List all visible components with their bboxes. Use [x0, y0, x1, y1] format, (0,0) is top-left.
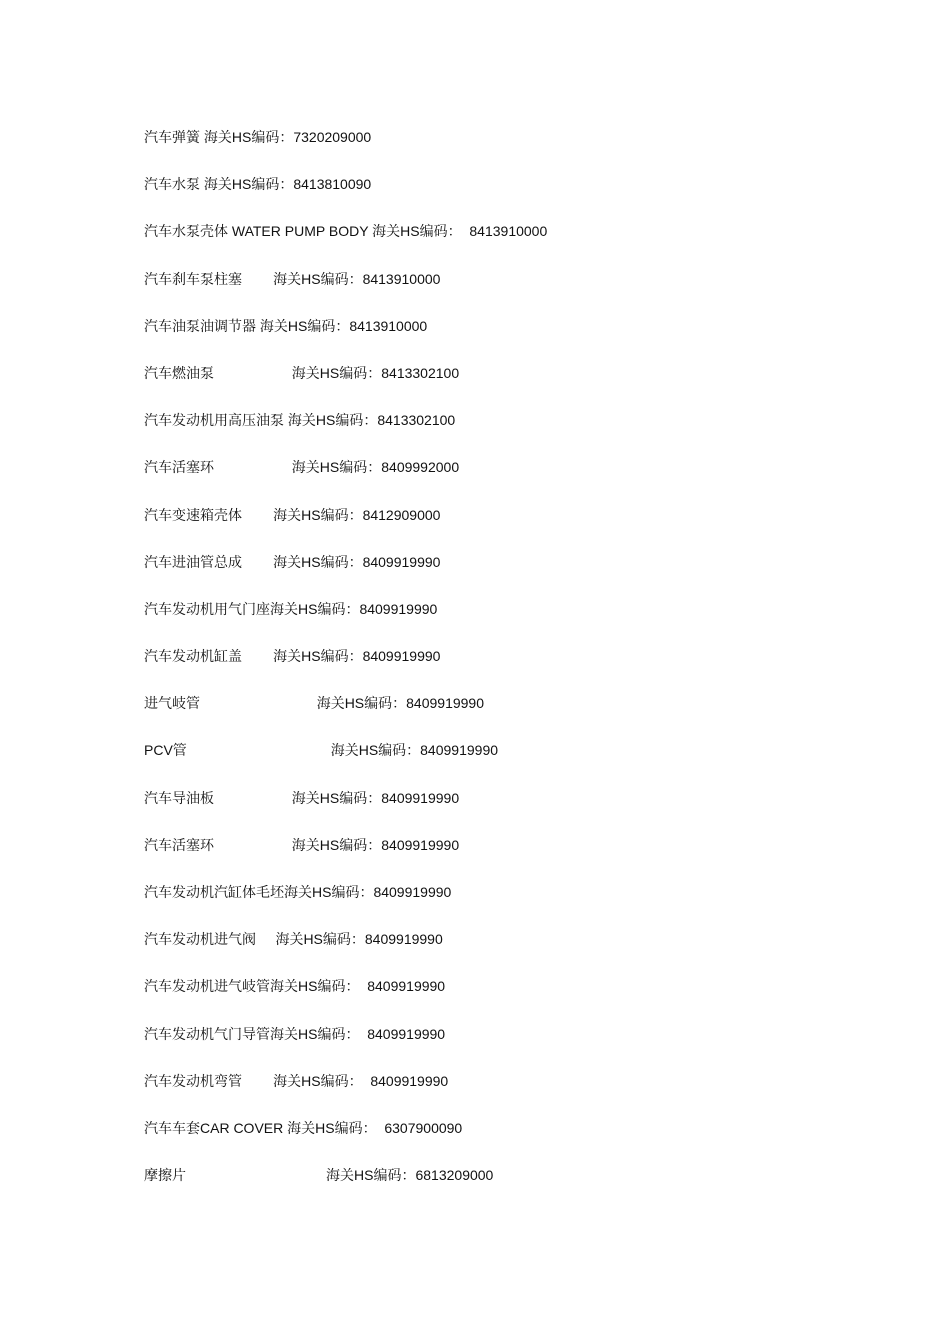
list-item: 汽车弹簧 海关HS编码：7320209000 [144, 129, 372, 145]
list-item: 汽车发动机汽缸体毛坯海关HS编码：8409919990 [144, 884, 452, 900]
list-item: 汽车发动机气门导管海关HS编码： 8409919990 [144, 1025, 446, 1042]
list-item: 汽车导油板 海关HS编码：8409919990 [144, 789, 460, 806]
list-item: 汽车发动机用高压油泵 海关HS编码：8413302100 [144, 412, 456, 429]
list-item: PCV管 海关HS编码：8409919990 [144, 742, 499, 759]
list-item: 摩擦片 海关HS编码：6813209000 [144, 1167, 494, 1184]
list-item: 汽车发动机进气阀 海关HS编码：8409919990 [144, 931, 443, 948]
list-item: 汽车变速箱壳体 海关HS编码：8412909000 [144, 506, 441, 523]
list-item: 汽车活塞环 海关HS编码：8409919990 [144, 836, 460, 853]
list-item: 汽车油泵油调节器 海关HS编码：8413910000 [144, 317, 428, 334]
list-item: 汽车发动机缸盖 海关HS编码：8409919990 [144, 648, 441, 665]
list-item: 汽车进油管总成 海关HS编码：8409919990 [144, 553, 441, 570]
list-item: 汽车车套CAR COVER 海关HS编码： 6307900090 [144, 1119, 463, 1136]
list-item: 汽车发动机进气岐管海关HS编码： 8409919990 [144, 978, 446, 995]
list-item: 进气岐管 海关HS编码：8409919990 [144, 695, 484, 712]
list-item: 汽车燃油泵 海关HS编码：8413302100 [144, 364, 460, 381]
hs-code-list [144, 127, 547, 1212]
list-item: 汽车水泵 海关HS编码：8413810090 [144, 176, 372, 193]
list-item: 汽车刹车泵柱塞 海关HS编码：8413910000 [144, 270, 441, 287]
list-item: 汽车活塞环 海关HS编码：8409992000 [144, 459, 460, 476]
list-item: 汽车发动机用气门座海关HS编码：8409919990 [144, 600, 438, 617]
list-item: 汽车水泵壳体 WATER PUMP BODY 海关HS编码： 8413910000 [144, 223, 548, 240]
list-item: 汽车发动机弯管 海关HS编码： 8409919990 [144, 1072, 449, 1089]
